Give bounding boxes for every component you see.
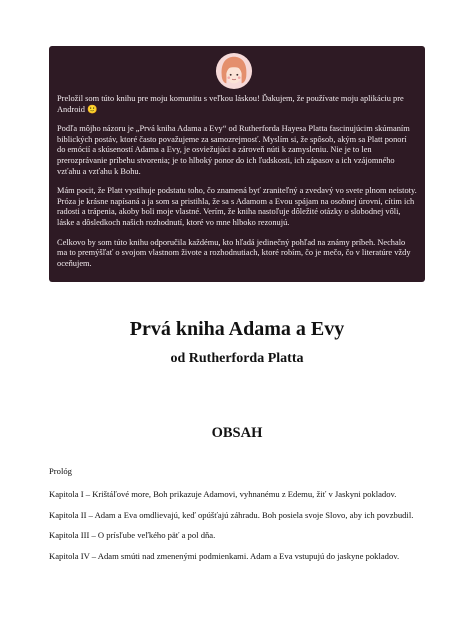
toc-entry: Kapitola II – Adam a Eva omdlievajú, keď opúšťajú záhradu. Boh posiela svoje Slovo, aby ich povzbudil. (49, 509, 414, 520)
note-paragraph: Mám pocit, že Platt vystihuje podstatu toho, čo znamená byť zraniteľný a zvedavý vo svete plnom neistoty. Próza je krásne napísaná a ja som sa pristihla, že sa s Adamom a Evou spájam na osobnej úrovni, cítim ich radosti a trápenia, akoby boli moje vlastné. Verím, že kniha nastoľuje dôležité otázky o slobodnej vôli, láske a dôsledkoch našich rozhodnutí, ktoré vo mne hlboko rezonujú. (57, 186, 417, 227)
toc-heading: OBSAH (211, 425, 263, 441)
note-paragraph: Celkovo by som túto knihu odporučila každému, kto hľadá jedinečný pohľad na známy príbeh. Nechalo ma to premýšľať o svojom vlastnom živote a rozhodnutiach, ktoré robím, čo je mečo, čo v literatúre vždy oceňujem. (57, 237, 411, 268)
girl-avatar-icon (215, 52, 253, 90)
toc-entry: Kapitola IV – Adam smúti nad zmenenými podmienkami. Adam a Eva vstupujú do jaskyne pokladov. (49, 551, 400, 562)
book-author: od Rutherforda Platta (170, 351, 304, 366)
note-paragraph: Preložil som túto knihu pre moju komunitu s veľkou láskou! Ďakujem, že používate moju aplikáciu pre Android 🙂 (57, 94, 404, 114)
book-title: Prvá kniha Adama a Evy (129, 318, 345, 340)
toc-entry: Kapitola III – O prísľube veľkého päť a pol dňa. (49, 530, 216, 541)
toc-entry-prolog: Prológ (49, 466, 72, 476)
note-paragraph: Podľa môjho názoru je „Prvá kniha Adama a Evy“ od Rutherforda Hayesa Platta fascinujúcim skúmaním biblických postáv, ktoré často považujeme za samozrejmosť. Myslím si, že spôsob, akým sa Platt ponorí do emócií a skúseností Adama a Evy, je osviežujúci a zároveň núti k zamysleniu. Nie je to len prerozprávanie príbehu stvorenia; je to hlboký ponor do ich ľudskosti, ich zápasov a ich vzájomného vzťahu a vzťahu k Bohu. (57, 124, 410, 176)
table-of-contents (49, 466, 425, 572)
toc-entry: Kapitola I – Krištáľové more, Boh prikazuje Adamovi, vyhnanému z Edemu, žiť v Jaskyni pokladov. (49, 488, 397, 499)
translator-note (49, 46, 425, 282)
